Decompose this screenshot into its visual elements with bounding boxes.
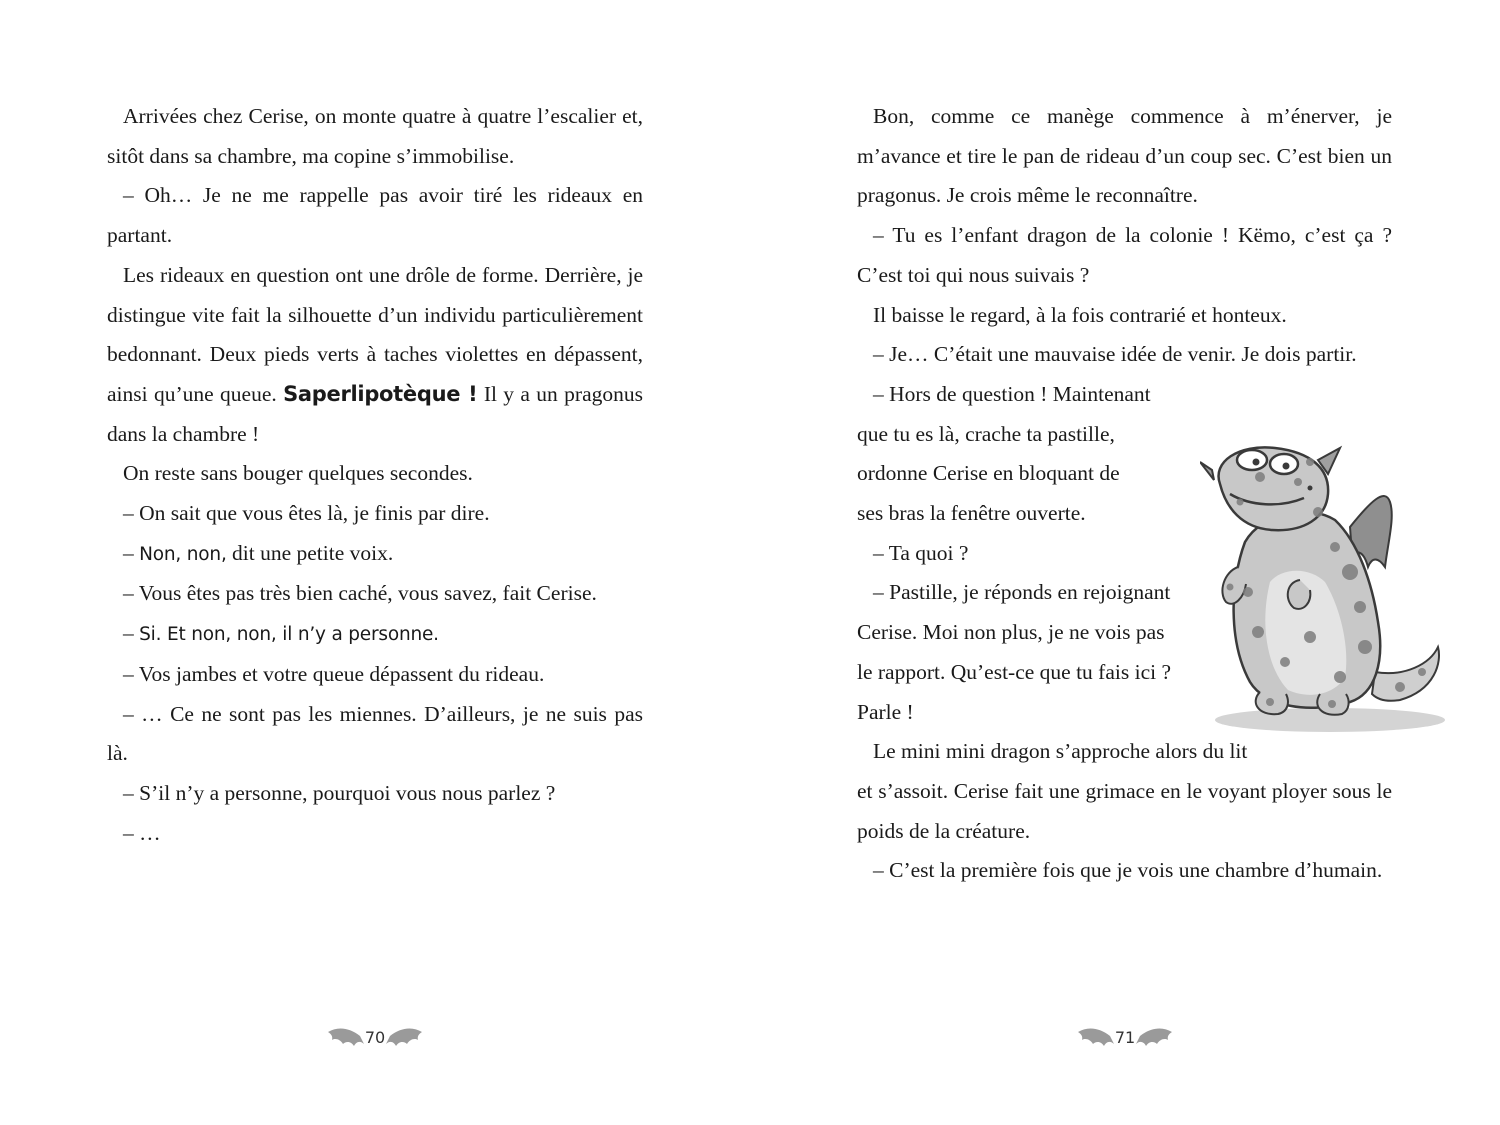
dialogue-dash: – bbox=[123, 621, 140, 646]
paragraph: – Je… C’était une mauvaise idée de venir. Je dois partir. bbox=[873, 342, 1357, 367]
paragraph: et s’assoit. Cerise fait une grimace en le voyant ployer sous le poids de la créature. bbox=[857, 778, 1392, 843]
paragraph-line: – Pastille, je réponds en rejoignant bbox=[873, 580, 1171, 605]
small-voice-text: Non, non, bbox=[139, 543, 227, 565]
paragraph-line: – Ta quoi ? bbox=[873, 540, 969, 565]
paragraph-text: Les rideaux en question ont une drôle de forme. Derrière, je distingue vite fait la silhouette d’un individu particulièrement bedonnant. Deux pieds verts à taches violettes en dépassent, ainsi qu’une queue. bbox=[107, 262, 643, 406]
paragraph: – Oh… Je ne me rappelle pas avoir tiré les rideaux en partant. bbox=[107, 183, 643, 248]
paragraph: – … Ce ne sont pas les miennes. D’ailleurs, je ne suis pas là. bbox=[107, 701, 643, 766]
paragraph: – Vos jambes et votre queue dépassent du rideau. bbox=[123, 661, 545, 686]
left-page-text bbox=[107, 97, 643, 853]
paragraph: – Vous êtes pas très bien caché, vous savez, fait Cerise. bbox=[123, 581, 597, 606]
paragraph: – Tu es l’enfant dragon de la colonie ! Këmo, c’est ça ? C’est toi qui nous suivais ? bbox=[857, 223, 1392, 287]
paragraph: – S’il n’y a personne, pourquoi vous nous parlez ? bbox=[123, 780, 556, 805]
paragraph bbox=[107, 534, 643, 575]
dialogue-dash: – bbox=[123, 540, 140, 565]
paragraph bbox=[107, 256, 643, 455]
paragraph-line: – Hors de question ! Maintenant bbox=[873, 381, 1151, 406]
paragraph: – … bbox=[123, 820, 161, 845]
paragraph: – On sait que vous êtes là, je finis par dire. bbox=[123, 501, 490, 526]
page-number: 70 bbox=[364, 1028, 386, 1047]
paragraph-line: Le mini mini dragon s’approche alors du lit bbox=[873, 739, 1248, 764]
paragraph: – C’est la première fois que je vois une chambre d’humain. bbox=[873, 858, 1383, 883]
exclamation-saperlipoteque: Saperlipotèque ! bbox=[283, 381, 478, 406]
paragraph-line: le rapport. Qu’est-ce que tu fais ici ? bbox=[857, 659, 1172, 684]
paragraph-line: Parle ! bbox=[857, 699, 914, 724]
page-number-ornament bbox=[320, 1018, 430, 1058]
paragraph bbox=[107, 614, 643, 655]
dragon-illustration-icon bbox=[1200, 432, 1460, 737]
paragraph-line: Cerise. Moi non plus, je ne vois pas bbox=[857, 620, 1165, 645]
paragraph-text: Il y a un pragonus dans la chambre ! bbox=[107, 381, 643, 446]
paragraph: On reste sans bouger quelques secondes. bbox=[123, 461, 473, 486]
paragraph: Il baisse le regard, à la fois contrarié et honteux. bbox=[873, 302, 1287, 327]
paragraph-line: que tu es là, crache ta pastille, bbox=[857, 421, 1115, 446]
paragraph-line: ses bras la fenêtre ouverte. bbox=[857, 501, 1086, 526]
paragraph: Arrivées chez Cerise, on monte quatre à quatre l’escalier et, sitôt dans sa chambre, ma copine s’immobilise. bbox=[107, 104, 643, 168]
paragraph: Bon, comme ce manège commence à m’énerver, je m’avance et tire le pan de rideau d’un coup sec. C’est bien un pragonus. Je crois même le reconnaître. bbox=[857, 104, 1392, 208]
paragraph-line: ordonne Cerise en bloquant de bbox=[857, 461, 1120, 486]
page-number: 71 bbox=[1114, 1028, 1136, 1047]
paragraph-text: dit une petite voix. bbox=[226, 540, 394, 565]
page-number-ornament bbox=[1070, 1018, 1180, 1058]
small-voice-text: Si. Et non, non, il n’y a personne. bbox=[139, 624, 439, 646]
